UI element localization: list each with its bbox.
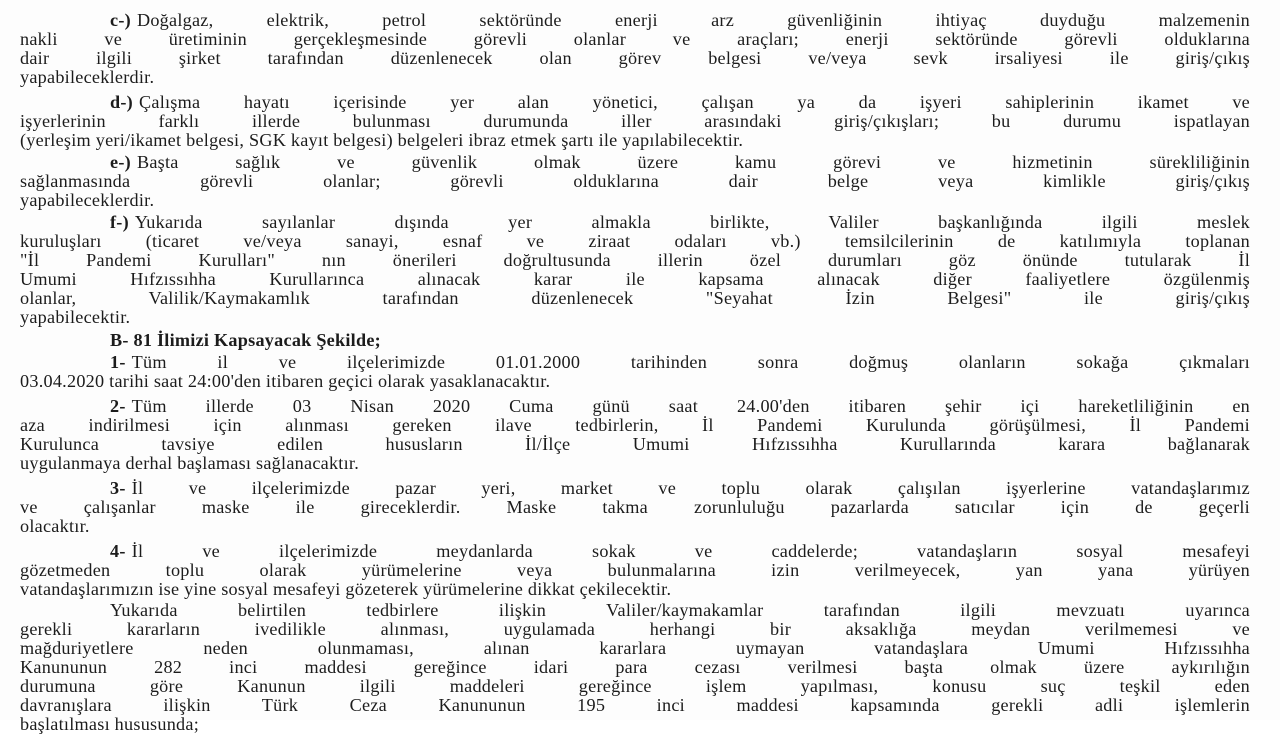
paragraph-e-label: e-) [110,152,131,172]
paragraph-d-line-2: işyerlerinin farklı illerde bulunması durumunda iller arasındaki giriş/çıkışları; bu durumu ispatlayan [20,111,1250,131]
text: Yukarıda sayılanlar dışında yer almakla birlikte, Valiler başkanlığında ilgili meslek [134,212,1250,232]
item-4-line-3: vatandaşlarımızın ise yine sosyal mesafeyi gözeterek yürümelerine dikkat çekilecektir. [20,579,672,599]
item-2-line-1 [110,396,1250,416]
paragraph-f-line-3: "İl Pandemi Kurulları" nın önerileri doğrultusunda illerin özel durumları göz önünde tutularak İl [20,250,1250,270]
paragraph-c-line-4: yapabileceklerdir. [20,67,155,87]
item-4-line-2: gözetmeden toplu olarak yürümelerine veya bulunmalarına izin verilmeyecek, yan yana yürüyen [20,560,1250,580]
item-4-line-1 [110,541,1250,561]
text: Doğalgaz, elektrik, petrol sektöründe enerji arz güvenliğinin ihtiyaç duyduğu malzemenin [136,10,1250,30]
paragraph-f-line-1 [110,212,1250,232]
closing-line-2: gerekli kararların ivedilikle alınması, uygulamada herhangi bir aksaklığa meydan verilmemesi ve [20,619,1250,639]
text: İl ve ilçelerimizde meydanlarda sokak ve caddelerde; vatandaşların sosyal mesafeyi [131,541,1250,561]
paragraph-e-line-3: yapabileceklerdir. [20,190,155,210]
paragraph-c-line-3: dair ilgili şirket tarafından düzenlenecek olan görev belgesi ve/veya sevk irsaliyesi ile giriş/çıkış [20,48,1250,68]
text: Çalışma hayatı içerisinde yer alan yönetici, çalışan ya da işyeri sahiplerinin ikamet ve [138,92,1250,112]
item-2-line-2: aza indirilmesi için alınması gereken ilave tedbirlerin, İl Pandemi Kurulunda görüşülmesi, İl Pandemi [20,415,1250,435]
item-2-line-4: uygulanmaya derhal başlaması sağlanacaktır. [20,453,360,473]
closing-line-7: başlatılması hususunda; [20,714,200,734]
item-2-label: 2- [110,396,126,416]
item-4-label: 4- [110,541,126,561]
item-3-line-1 [110,478,1250,498]
text: Tüm illerde 03 Nisan 2020 Cuma günü saat 24.00'den itibaren şehir içi hareketliliğinin en [131,396,1250,416]
paragraph-d-label: d-) [110,92,133,112]
section-heading: B- 81 İlimizi Kapsayacak Şekilde; [110,330,381,350]
closing-line-4: Kanununun 282 inci maddesi gereğince idari para cezası verilmesi başta olmak üzere aykırılığın [20,657,1250,677]
item-3-line-2: ve çalışanlar maske ile gireceklerdir. Maske takma zorunluluğu pazarlarda satıcılar için de geçerli [20,497,1250,517]
paragraph-f-label: f-) [110,212,129,232]
closing-line-1: Yukarıda belirtilen tedbirlere ilişkin Valiler/kaymakamlar tarafından ilgili mevzuatı uyarınca [110,600,1250,620]
text: Başta sağlık ve güvenlik olmak üzere kamu görevi ve hizmetinin sürekliliğinin [136,152,1250,172]
item-1-line-1 [110,352,1250,372]
item-1-line-2: 03.04.2020 tarihi saat 24:00'den itibaren geçici olarak yasaklanacaktır. [20,371,551,391]
paragraph-d-line-3: (yerleşim yeri/ikamet belgesi, SGK kayıt belgesi) belgeleri ibraz etmek şartı ile yapılabilecektir. [20,130,744,150]
item-3-label: 3- [110,478,126,498]
item-1-label: 1- [110,352,126,372]
closing-line-3: mağduriyetlere neden olunmaması, alınan kararlara uymayan vatandaşlara Umumi Hıfzıssıhha [20,638,1250,658]
paragraph-e-line-1 [110,152,1250,172]
text: Tüm il ve ilçelerimizde 01.01.2000 tarihinden sonra doğmuş olanların sokağa çıkmaları [131,352,1250,372]
closing-line-6: davranışlara ilişkin Türk Ceza Kanununun 195 inci maddesi kapsamında gerekli adli işlemlerin [20,695,1250,715]
item-3-line-3: olacaktır. [20,516,90,536]
paragraph-c-line-1 [110,10,1250,30]
paragraph-e-line-2: sağlanmasında görevli olanlar; görevli olduklarına dair belge veya kimlikle giriş/çıkış [20,171,1250,191]
text: İl ve ilçelerimizde pazar yeri, market ve toplu olarak çalışılan işyerlerine vatandaşlarımız [131,478,1250,498]
closing-line-5: durumuna göre Kanunun ilgili maddeleri gereğince işlem yapılması, konusu suç teşkil eden [20,676,1250,696]
paragraph-f-line-5: olanlar, Valilik/Kaymakamlık tarafından düzenlenecek "Seyahat İzin Belgesi" ile giriş/çıkış [20,288,1250,308]
item-2-line-3: Kurulunca tavsiye edilen hususların İl/İlçe Umumi Hıfzıssıhha Kurullarında karara bağlanarak [20,434,1250,454]
paragraph-f-line-6: yapabilecektir. [20,307,131,327]
paragraph-c-label: c-) [110,10,131,30]
paragraph-d-line-1 [110,92,1250,112]
paragraph-f-line-4: Umumi Hıfzıssıhha Kurullarınca alınacak karar ile kapsama alınacak diğer faaliyetlere özgülenmiş [20,269,1250,289]
paragraph-c-line-2: nakli ve üretiminin gerçekleşmesinde görevli olanlar ve araçları; enerji sektöründe görevli olduklarına [20,29,1250,49]
paragraph-f-line-2: kuruluşları (ticaret ve/veya sanayi, esnaf ve ziraat odaları vb.) temsilcilerinin de katılımıyla toplanan [20,231,1250,251]
